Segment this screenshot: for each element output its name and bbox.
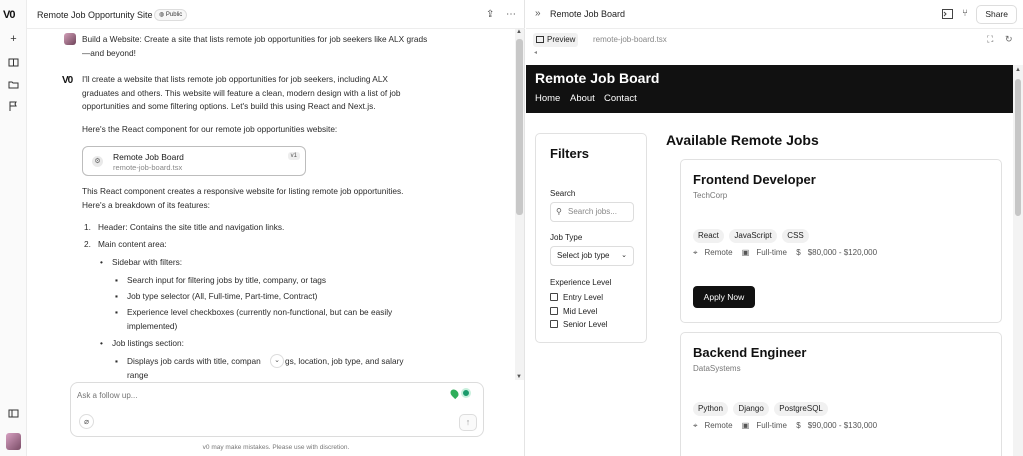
site-title: Remote Job Board (535, 70, 660, 86)
job-type-label: Job Type (550, 233, 583, 242)
job-tag: Python (693, 402, 728, 416)
scroll-left-arrow-icon[interactable]: ◂ (534, 50, 538, 56)
job-tags (693, 229, 812, 243)
version-badge: v1 (288, 152, 300, 160)
search-label: Search (550, 189, 576, 198)
bullet-icon: ▪ (115, 307, 118, 317)
job-type: Full-time (756, 421, 787, 430)
assistant-component-intro: Here's the React component for our remote job opportunities website: (82, 124, 338, 134)
job-location: Remote (704, 248, 733, 257)
checkbox-entry-level[interactable] (550, 293, 603, 302)
book-icon[interactable] (7, 57, 20, 70)
list-item: Main content area: (98, 239, 167, 249)
chat-panel (27, 0, 525, 456)
tab-preview-label: Preview (547, 35, 576, 44)
site-preview (526, 65, 1013, 456)
job-title: Frontend Developer (693, 172, 816, 187)
checkbox[interactable] (550, 307, 558, 315)
preview-title: Remote Job Board (550, 9, 626, 19)
job-company: DataSystems (693, 364, 741, 373)
arrow-up-icon: ↑ (465, 417, 471, 427)
composer (70, 382, 484, 437)
checkbox-label: Entry Level (563, 293, 604, 302)
location-pin-icon[interactable] (449, 388, 460, 399)
window-icon (536, 36, 544, 43)
sub-sub-list-item: Experience level checkboxes (currently non-functional, but can be easily implemented) (127, 307, 393, 331)
avatar[interactable] (6, 433, 21, 450)
briefcase-icon: ▣ (741, 248, 750, 257)
filters-heading: Filters (550, 146, 590, 161)
chat-scrollbar[interactable] (515, 29, 524, 380)
v0-logo[interactable]: V0 (3, 9, 15, 21)
sub-sub-list-item-end: range (127, 370, 149, 380)
checkbox[interactable] (550, 320, 558, 328)
search-input[interactable] (550, 202, 634, 222)
checkbox[interactable] (550, 293, 558, 301)
branch-icon[interactable]: ⑂ (962, 8, 968, 19)
share-upload-icon[interactable]: ⇪ (486, 9, 495, 20)
visibility-badge[interactable] (154, 9, 187, 21)
paperclip-icon: ⌀ (84, 417, 89, 426)
checkbox-senior-level[interactable] (550, 320, 607, 329)
chat-title[interactable]: Remote Job Opportunity Site (37, 10, 153, 20)
nav-contact[interactable]: Contact (604, 93, 637, 104)
user-message: Build a Website: Create a site that lists remote job opportunities for job seekers like ALX grads—and beyond! (82, 34, 428, 58)
tab-code[interactable]: remote-job-board.tsx (593, 35, 667, 44)
scroll-down-button[interactable]: ⌄ (270, 354, 284, 368)
flag-icon[interactable] (7, 101, 20, 114)
bullet-icon: ▪ (115, 356, 118, 366)
available-jobs-heading: Available Remote Jobs (666, 132, 819, 148)
user-avatar (64, 33, 76, 45)
preview-scrollbar-thumb[interactable] (1015, 79, 1021, 216)
job-tag: React (693, 229, 724, 243)
bullet-icon: ▪ (115, 275, 118, 285)
send-button[interactable] (459, 414, 477, 431)
filters-panel (535, 133, 647, 343)
map-pin-icon: ⌖ (693, 421, 698, 430)
chat-header (27, 0, 525, 29)
job-card (680, 332, 1002, 456)
collapse-chevrons-icon[interactable]: » (535, 8, 541, 19)
assistant-breakdown-intro: This React component creates a responsive website for listing remote job opportunities. Here's a breakdown of its features: (82, 186, 404, 210)
component-icon: ⚙ (92, 156, 103, 167)
checkbox-label: Senior Level (563, 320, 608, 329)
preview-scrollbar[interactable] (1013, 65, 1023, 456)
nav-about[interactable]: About (570, 93, 595, 104)
file-card-filename: remote-job-board.tsx (113, 163, 183, 172)
sub-sub-list-item: Displays job cards with title, compan (127, 356, 261, 366)
job-tag: CSS (782, 229, 808, 243)
job-type: Full-time (756, 248, 787, 257)
v0-assistant-icon: V0 (62, 75, 73, 86)
bullet-icon: • (100, 338, 103, 348)
experience-label: Experience Level (550, 278, 612, 287)
sub-list-item: Sidebar with filters: (112, 257, 183, 267)
job-salary: $90,000 - $130,000 (807, 421, 878, 430)
bullet-icon: • (100, 257, 103, 267)
job-salary: $80,000 - $120,000 (807, 248, 878, 257)
preview-header (526, 0, 1023, 29)
job-type-value: Select job type (557, 251, 610, 260)
chevron-down-icon: ⌄ (621, 252, 627, 259)
checkbox-mid-level[interactable] (550, 307, 597, 316)
preview-tabs (526, 30, 1023, 56)
bullet-icon: ▪ (115, 291, 118, 301)
scroll-up-arrow-icon[interactable]: ▲ (1015, 67, 1021, 73)
job-title: Backend Engineer (693, 345, 807, 360)
follow-up-input[interactable] (77, 389, 407, 402)
job-tags (693, 402, 831, 416)
scroll-down-arrow-icon[interactable]: ▼ (516, 374, 522, 380)
file-card-title: Remote Job Board (113, 152, 184, 162)
checkbox-label: Mid Level (563, 307, 598, 316)
job-meta (693, 248, 884, 258)
job-location: Remote (704, 421, 733, 430)
fullscreen-icon[interactable]: ⛶ (987, 34, 994, 44)
preview-panel (526, 0, 1023, 456)
dollar-icon: $ (796, 248, 801, 257)
sub-sub-list-item: Job type selector (All, Full-time, Part-time, Contract) (127, 291, 318, 301)
assistant-intro: I'll create a website that lists remote job opportunities for job seekers, including ALX graduates and others. This website will feature a clean, modern design with a list of job opportunities and some filtering options. Let's build this using React and Next.js. (82, 74, 401, 111)
sub-sub-list-item-rest: gs, location, job type, and salary (285, 356, 404, 366)
search-placeholder: Search jobs... (568, 207, 617, 216)
attach-button[interactable] (79, 414, 94, 429)
refresh-icon[interactable]: ↻ (1005, 34, 1013, 44)
search-icon: ⚲ (556, 207, 562, 216)
job-tag: JavaScript (729, 229, 776, 243)
terminal-icon[interactable] (942, 9, 953, 21)
scroll-up-arrow-icon[interactable]: ▲ (516, 29, 522, 35)
map-pin-icon: ⌖ (693, 248, 698, 257)
job-tag: Django (733, 402, 768, 416)
briefcase-icon: ▣ (741, 421, 750, 430)
share-button[interactable]: Share (976, 5, 1017, 24)
sub-list-item: Job listings section: (112, 338, 184, 348)
tab-preview[interactable] (533, 33, 578, 47)
job-company: TechCorp (693, 191, 728, 200)
job-meta (693, 421, 884, 431)
list-item: Header: Contains the site title and navigation links. (98, 222, 285, 232)
visibility-label: Public (165, 12, 183, 18)
site-header (526, 65, 1013, 113)
list-item-number: 1. (84, 222, 91, 232)
job-type-select[interactable] (550, 246, 634, 266)
chat-scrollbar-thumb[interactable] (516, 39, 523, 215)
list-item-number: 2. (84, 239, 91, 249)
disclaimer: v0 may make mistakes. Please use with discretion. (202, 444, 350, 451)
grammar-assistant-icon[interactable] (461, 388, 471, 398)
globe-icon: ◍ (159, 12, 165, 18)
folder-icon[interactable] (7, 79, 20, 92)
sidebar-toggle-icon[interactable] (7, 408, 20, 421)
job-tag: PostgreSQL (774, 402, 828, 416)
dollar-icon: $ (796, 421, 801, 430)
file-card[interactable] (82, 146, 306, 176)
more-menu-icon[interactable]: ⋯ (506, 9, 516, 20)
plus-icon[interactable]: + (10, 33, 17, 45)
left-rail (0, 0, 27, 456)
nav-home[interactable]: Home (535, 93, 561, 104)
sub-sub-list-item: Search input for filtering jobs by title, company, or tags (127, 275, 327, 285)
apply-now-button[interactable]: Apply Now (693, 286, 755, 308)
job-card (680, 159, 1002, 323)
